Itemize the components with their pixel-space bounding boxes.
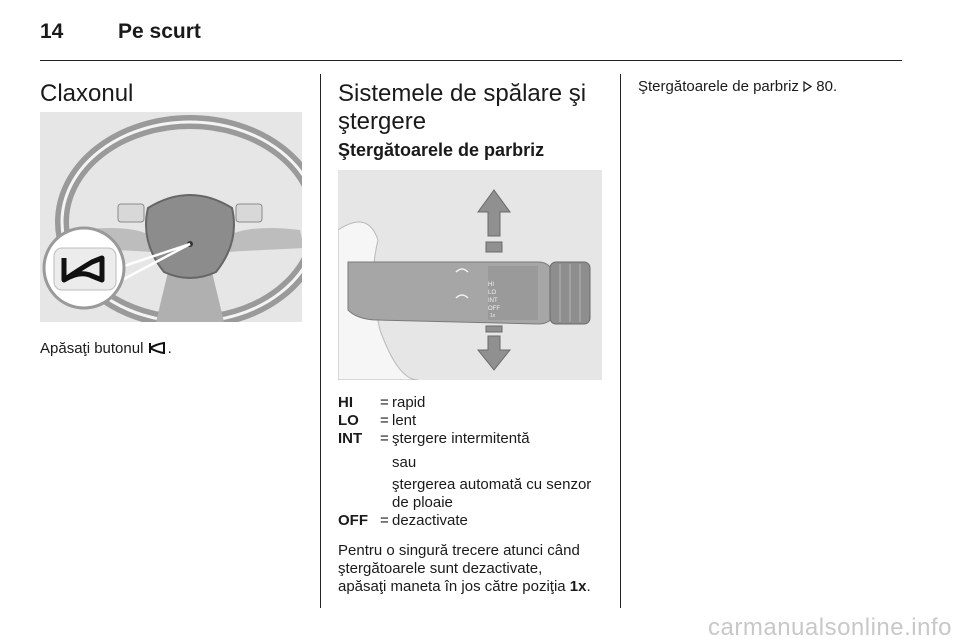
steering-wheel-illustration <box>40 112 302 322</box>
lever-label-off: OFF <box>488 306 500 312</box>
paragraph-line: ştergătoarele sunt dezactivate, <box>338 560 543 577</box>
page-number: 14 <box>40 20 64 43</box>
lever-label-hi: HI <box>488 282 494 288</box>
paragraph-end: . <box>586 578 591 595</box>
cross-reference-text: Ştergătoarele de parbriz <box>638 78 804 95</box>
glossary-definition: rapid <box>392 394 426 411</box>
glossary-equals: = <box>380 512 389 529</box>
subheading-windscreen-wipers: Ştergătoarele de parbriz <box>338 140 545 160</box>
column-divider-2 <box>620 74 621 608</box>
glossary-term: INT <box>338 430 363 447</box>
page-ref-arrow-icon <box>803 81 812 92</box>
glossary-equals: = <box>380 430 389 447</box>
lever-label-1x: 1x <box>490 313 496 319</box>
glossary-equals: = <box>380 412 389 429</box>
lever-label-int: INT <box>488 298 498 304</box>
glossary-equals: = <box>380 394 389 411</box>
glossary-term: LO <box>338 412 359 429</box>
glossary-definition: lent <box>392 412 417 429</box>
glossary-definition: sau <box>392 454 417 471</box>
glossary-term: HI <box>338 394 353 411</box>
section-heading-wash-wipe: Sistemele de spălare şi ştergere <box>338 80 587 135</box>
cross-reference-page-link[interactable]: 80. <box>816 78 838 95</box>
paragraph-line-text: apăsaţi maneta în jos către poziţia <box>338 578 570 595</box>
column-divider-1 <box>320 74 321 608</box>
glossary-definition: ştergere intermitentă <box>392 430 530 447</box>
horn-instruction <box>40 340 172 358</box>
header-divider <box>40 60 902 61</box>
glossary-term: OFF <box>338 512 368 529</box>
page-header-title: Pe scurt <box>118 20 201 43</box>
wiper-lever-illustration <box>338 170 602 380</box>
section-heading-horn: Claxonul <box>40 80 134 107</box>
glossary-definition: dezactivate <box>392 512 468 529</box>
horn-icon <box>148 342 168 354</box>
position-1x: 1x <box>569 578 587 595</box>
paragraph-line: Pentru o singură trecere atunci când <box>338 542 580 559</box>
horn-instruction-text: Apăsaţi butonul <box>40 340 148 357</box>
lever-label-lo: LO <box>488 290 497 296</box>
wiper-cross-reference <box>638 78 837 96</box>
horn-instruction-end: . <box>167 340 172 357</box>
single-wipe-paragraph <box>338 542 608 596</box>
site-watermark: carmanualsonline.info <box>708 614 952 641</box>
glossary-definition: ştergerea automată cu senzor de ploaie <box>392 476 592 511</box>
paragraph-line <box>338 578 608 596</box>
